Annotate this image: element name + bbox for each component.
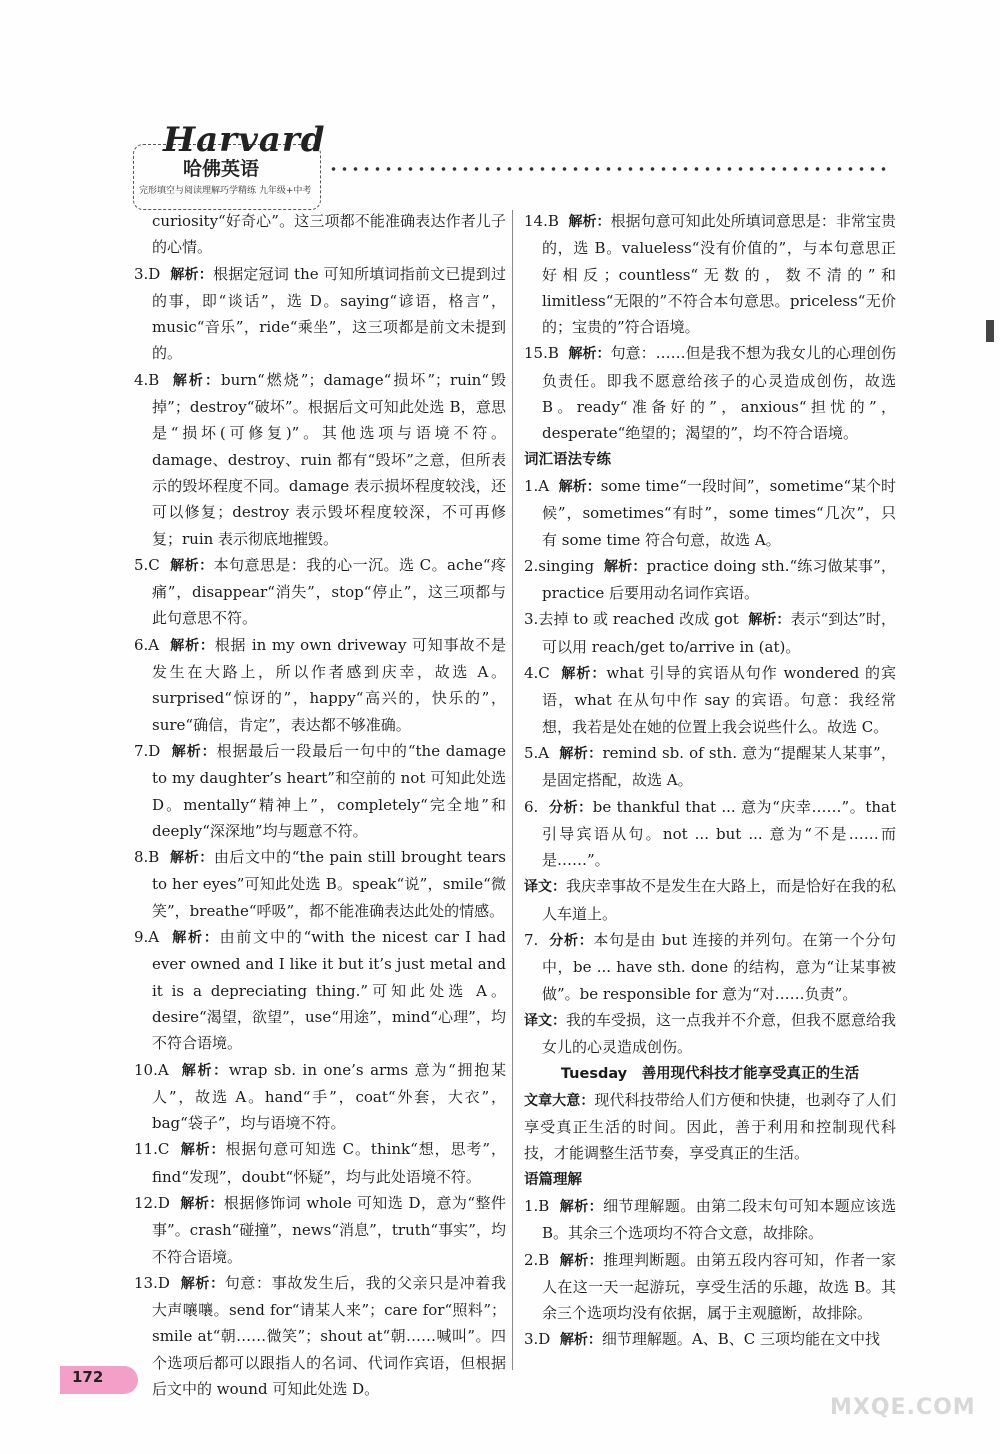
explanation-text: 由前文中的“with the nicest car I had ever owned and I like it but it’s just metal and it is a depreciating thing.”可知此处选 A。desire“渴望，欲望”，use“用途”，mind“心理”，均不符合语境。: [152, 928, 506, 1053]
answer-item: [524, 553, 896, 607]
answer-gap: [159, 636, 170, 654]
answer-gap: [538, 798, 549, 816]
answer-gap: [160, 265, 170, 283]
explanation-text: 根据修饰词 whole 可知选 D，意为“整件事”。crash“碰撞”，news“消息”，truth“事实”，均不符合语境。: [152, 1193, 506, 1266]
summary-paragraph: [524, 1087, 896, 1167]
answer-gap: [594, 557, 604, 575]
section-heading: 语篇理解: [524, 1171, 582, 1188]
answer-gap: [159, 371, 173, 389]
explanation-label: 解析：: [604, 558, 647, 575]
explanation-text: 表示“到达”时，可以用 reach/get to/arrive in (at)。: [542, 610, 897, 656]
answer-item: [524, 340, 896, 446]
answer-number: 13.D: [134, 1273, 170, 1292]
answer-gap: [169, 1061, 182, 1079]
answer-item: [524, 794, 896, 874]
answer-item: [134, 208, 506, 261]
explanation-label: 分析：: [549, 933, 594, 950]
right-column: [524, 208, 896, 1354]
page-header: [133, 120, 893, 210]
explanation-text: 根据 in my own driveway 可知事故不是发生在大路上，所以作者感到庆幸，故选 A。surprised“惊讶的”，happy“高兴的，快乐的”，sure“确信，肯定”，表达都不够准确。: [152, 635, 506, 734]
answer-number: 2.singing: [524, 556, 595, 575]
answer-gap: [170, 1194, 180, 1212]
explanation-text: 由后文中的“the pain still brought tears to her eyes”可知此处选 B。speak“说”，smile“微笑”，breathe“呼吸”，都不能准确表达此处的情感。: [152, 848, 506, 920]
answer-item: [524, 927, 896, 1007]
explanation-text: 本句意思是：我的心一沉。选 C。ache“疼痛”，disappear“消失”，stop“停止”，这三项都与此句意思不符。: [152, 555, 507, 628]
explanation-text: some time“一段时间”，sometime“某个时候”，sometimes“有时”，some times“几次”，只有 some time 符合句意，故选 A。: [542, 476, 896, 549]
answer-gap: [550, 1330, 560, 1348]
explanation-text: 句意：事故发生后，我的父亲只是冲着我大声嚷嚷。send for“请某人来”；care for“照料”；smile at“朝……微笑”；shout at“朝……喊叫”。四个选项后都可以跟指人的名词、代词作宾语，但根据后文中的 wound 可知此处选 D。: [152, 1273, 506, 1399]
logo-chinese-title: 哈佛英语: [183, 158, 260, 180]
explanation-text: what 引导的宾语从句作 wondered 的宾语，what 在从句中作 say 的宾语。句意：我经常想，我若是处在她的位置上我会说些什么。故选 C。: [542, 664, 896, 736]
explanation-text: burn“燃烧”；damage“损坏”；ruin“毁掉”；destroy“破坏”。根据后文可知此处选 B，意思是“损坏(可修复)”。其他选项与语境不符。damage、destroy、ruin 都有“毁坏”之意，但所表示的毁坏程度不同。damage 表示损坏程度较浅，还可以修复；destroy 表示毁坏程度较深，不可再修复；ruin 表示彻底地摧毁。: [152, 370, 506, 548]
explanation-label: 译文：: [524, 1012, 566, 1029]
answer-number: 3.D: [524, 1330, 551, 1349]
left-column: [134, 208, 506, 1402]
answer-item: [134, 1190, 506, 1270]
summary-text: 现代科技带给人们方便和快捷，也剥夺了人们享受真正生活的时间。因此，善于利用和控制现代科技，才能调整生活节奏，享受真正的生活。: [524, 1090, 896, 1163]
section-heading: 词汇语法专练: [524, 451, 611, 468]
answer-gap: [169, 1140, 180, 1158]
explanation-text: 细节理解题。由第二段末句可知本题应该选 B。其余三个选项均不符合文意，故排除。: [542, 1196, 896, 1243]
harvard-logo: [133, 120, 326, 206]
answer-gap: [170, 1274, 181, 1292]
answer-gap: [549, 744, 559, 762]
answer-item: [524, 660, 896, 740]
answer-item: [524, 1193, 896, 1247]
explanation-label: 解析：: [170, 557, 214, 574]
column-divider: [512, 210, 513, 1370]
answer-number: 3.去掉 to 或 reached 改成 got: [524, 610, 739, 629]
answer-gap: [159, 928, 172, 946]
explanation-text: be thankful that ... 意为“庆幸……”。that 引导宾语从句。not ... but ... 意为“不是……而是……”。: [542, 797, 897, 870]
answer-gap: [549, 477, 559, 495]
answer-item: [134, 924, 506, 1056]
answer-item: [524, 1247, 896, 1327]
answer-number: 1.B: [524, 1196, 550, 1215]
answer-number: 8.B: [134, 848, 160, 867]
explanation-label: 解析：: [180, 1275, 225, 1292]
answer-number: 10.A: [134, 1060, 169, 1079]
explanation-label: 解析：: [559, 1252, 604, 1269]
explanation-text: 我的车受损，这一点我并不介意，但我不愿意给我女儿的心灵造成创伤。: [542, 1010, 897, 1057]
edge-mark: [986, 320, 994, 342]
explanation-label: 译文：: [524, 879, 566, 896]
explanation-text: wrap sb. in one’s arms 意为“拥抱某人”，故选 A。hand“手”，coat“外套，大衣”，bag“袋子”，均与语境不符。: [152, 1060, 506, 1133]
explanation-text: 根据最后一段最后一句中的“the damage to my daughter’s heart”和空前的 not 可知此处选 D。mentally“精神上”，completely“完全地”和 deeply“深深地”均与题意不符。: [152, 741, 506, 840]
answer-gap: [160, 556, 170, 574]
answer-item: [134, 1136, 506, 1190]
explanation-text: 细节理解题。A、B、C 三项均能在文中找: [601, 1330, 880, 1349]
answer-item: [524, 1007, 896, 1061]
page-number: 172: [72, 1368, 104, 1386]
summary-label: 文章大意：: [524, 1092, 595, 1109]
explanation-label: 解析：: [170, 637, 215, 654]
explanation-text: 我庆幸事故不是发生在大路上，而是恰好在我的私人车道上。: [542, 877, 897, 923]
answer-gap: [160, 742, 171, 760]
logo-subtitle: 完形填空与阅读理解巧学精练 九年级+中考: [139, 186, 312, 196]
answer-number: 2.B: [524, 1250, 550, 1269]
explanation-label: 解析：: [170, 850, 214, 867]
answer-number: 11.C: [134, 1140, 170, 1159]
explanation-label: 分析：: [549, 799, 593, 816]
answer-gap: [739, 610, 749, 628]
answer-item: [524, 873, 896, 927]
answer-gap: [159, 848, 170, 866]
explanation-label: 解析：: [558, 478, 601, 495]
answer-gap: [549, 1251, 559, 1269]
explanation-label: 解析：: [170, 266, 213, 283]
explanation-text: remind sb. of sth. 意为“提醒某人某事”，是固定搭配，故选 A。: [542, 743, 897, 790]
answer-item: [524, 606, 896, 660]
answer-number: 15.B: [524, 344, 559, 363]
answer-item: [134, 738, 506, 844]
answer-number: 3.D: [134, 264, 161, 283]
answer-item: [134, 261, 506, 367]
answer-gap: [538, 931, 549, 949]
answer-number: 6.A: [134, 635, 160, 654]
watermark: MXQE.COM: [830, 1395, 976, 1420]
answer-gap: [549, 1197, 559, 1215]
explanation-label: 解析：: [748, 612, 791, 629]
explanation-text: 本句是由 but 连接的并列句。在第一个分句中，be ... have sth. done 的结构，意为“让某事被做”。be responsible for 意为“对……负责”。: [542, 931, 897, 1003]
day-heading: Tuesday 善用现代科技才能享受真正的生活: [560, 1065, 860, 1082]
explanation-label: 解析：: [172, 372, 221, 389]
answer-item: [134, 632, 506, 738]
explanation-label: 解析：: [172, 930, 220, 947]
answer-number: 1.A: [524, 476, 550, 495]
explanation-text: 根据句意可知此处所填词意思是：非常宝贵的，选 B。valueless“没有价值的”，与本句意思正好相反；countless“无数的，数不清的”和 limitless“无限的”不符合本句意思。priceless“无价的；宝贵的”符合语境。: [542, 212, 896, 337]
answer-number: 4.B: [134, 370, 160, 389]
answer-number: 5.A: [524, 743, 550, 762]
answer-item: [134, 367, 506, 552]
answer-number: 9.A: [134, 928, 160, 947]
explanation-label: 解析：: [180, 1142, 226, 1159]
answer-gap: [550, 664, 562, 682]
answer-item: [134, 844, 506, 924]
explanation-label: 解析：: [568, 346, 611, 363]
answer-number: 7.D: [134, 741, 161, 760]
answer-item: [524, 740, 896, 794]
explanation-text: 根据句意可知选 C。think“想，思考”，find“发现”，doubt“怀疑”，均与此处语境不符。: [152, 1140, 506, 1186]
explanation-label: 解析：: [568, 214, 611, 230]
answer-item: [134, 1270, 506, 1402]
logo-wordmark: Harvard: [163, 120, 326, 160]
explanation-label: 解析：: [180, 1195, 224, 1212]
explanation-label: 解析：: [559, 1198, 604, 1215]
explanation-text: 根据定冠词 the 可知所填词指前文已提到过的事，即“谈话”，选 D。saying“谚语，格言”，music“音乐”，ride“乘坐”，这三项都是前文未提到的。: [152, 264, 507, 363]
explanation-label: 解析：: [559, 745, 603, 762]
explanation-text: 句意：……但是我不想为我女儿的心理创伤负责任。即我不愿意给孩子的心灵造成创伤，故选 B。ready“准备好的”，anxious“担忧的”，desperate“绝望的；渴望的”，均不符合语境。: [542, 344, 896, 443]
answer-number: 5.C: [134, 555, 160, 574]
explanation-text: curiosity“好奇心”。这三项都不能准确表达作者儿子的心情。: [152, 212, 506, 257]
answer-number: 14.B: [524, 212, 559, 230]
explanation-label: 解析：: [171, 743, 217, 760]
header-dotted-rule: [328, 166, 888, 172]
answer-item: [524, 208, 896, 340]
explanation-label: 解析：: [561, 666, 607, 683]
explanation-text: 推理判断题。由第五段内容可知，作者一家人在这一天一起游玩，享受生活的乐趣，故选 B。其余三个选项均没有依据，属于主观臆断，故排除。: [542, 1250, 896, 1323]
answer-number: 6.: [524, 797, 539, 816]
explanation-label: 解析：: [559, 1332, 602, 1349]
answer-number: 4.C: [524, 664, 550, 683]
answer-number: 12.D: [134, 1193, 170, 1212]
answer-item: [134, 1057, 506, 1137]
explanation-text: practice doing sth.“练习做某事”，practice 后要用动名词作宾语。: [542, 556, 896, 603]
answer-item: [524, 473, 896, 553]
explanation-label: 解析：: [181, 1062, 229, 1079]
answer-item: [524, 1326, 896, 1353]
answer-item: [134, 552, 506, 632]
answer-number: 7.: [524, 931, 539, 950]
